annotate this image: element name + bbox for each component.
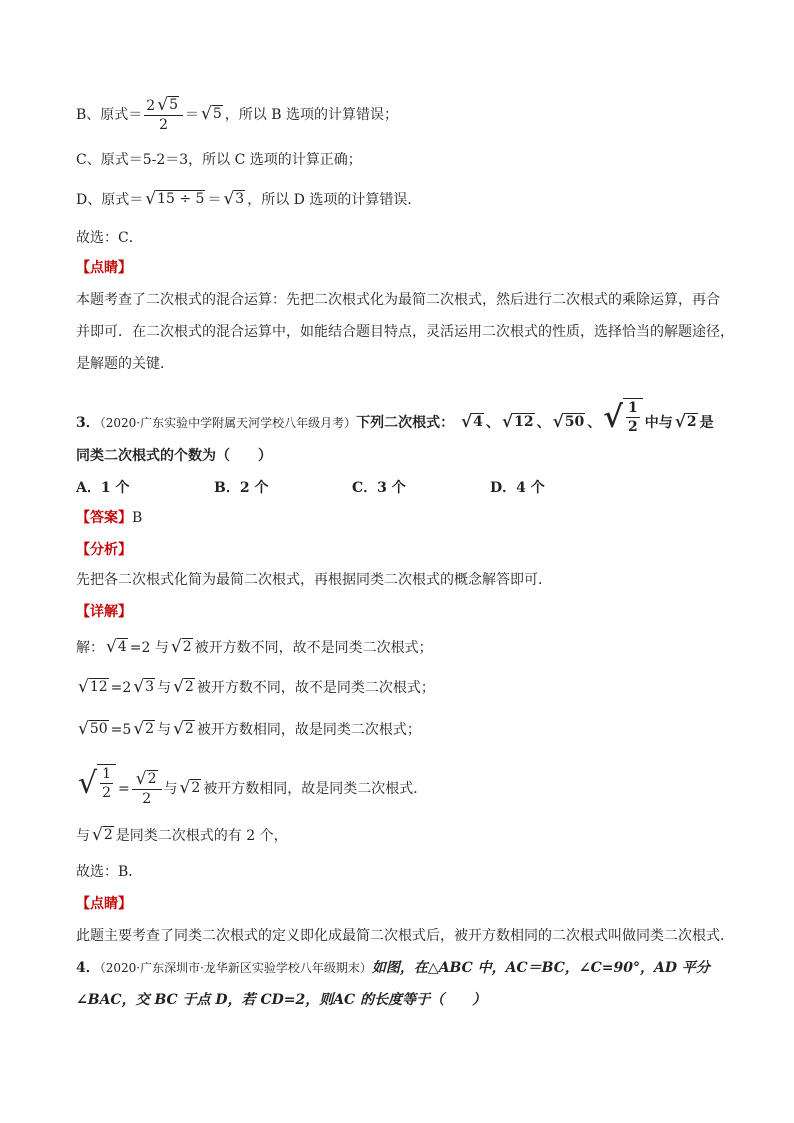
radicand: 2 bbox=[145, 721, 155, 737]
text: 被开方数相同，故是同类二次根式； bbox=[196, 722, 421, 738]
sqrt-icon: √ 2 bbox=[674, 412, 697, 432]
frac-num: 1 bbox=[627, 400, 638, 416]
question-number: 3． bbox=[76, 415, 100, 431]
equals: ＝ bbox=[184, 107, 199, 123]
sqrt-icon: √ 12 bbox=[78, 677, 108, 697]
q2-dianjing-1: 本题考查了二次根式的混合运算：先把二次根式化为最简二次根式，然后进行二次根式的乘除运算，再合 bbox=[76, 292, 720, 308]
q3-step-3 bbox=[76, 720, 421, 740]
radicand: 4 bbox=[117, 639, 127, 655]
sqrt-icon: √ 15 ÷ 5 bbox=[145, 189, 205, 209]
equals: = bbox=[118, 781, 130, 797]
q3-fenxi-label: 【分析】 bbox=[76, 542, 132, 558]
sqrt-icon: √ 2 bbox=[170, 637, 192, 657]
radicand: 5 bbox=[169, 97, 178, 113]
fraction bbox=[100, 765, 113, 802]
sqrt-icon: √ 2 bbox=[173, 677, 194, 697]
text: D、原式＝ bbox=[76, 192, 144, 208]
q3-step-2 bbox=[76, 678, 435, 698]
q3-step-1 bbox=[76, 638, 433, 658]
sqrt-icon: √ 3 bbox=[223, 189, 245, 209]
text: =2 与 bbox=[129, 640, 169, 656]
q3-option-a: A．1 个 bbox=[76, 480, 130, 496]
radicand: 2 bbox=[191, 780, 201, 796]
question-number: 4． bbox=[76, 960, 100, 976]
frac-num: 2 bbox=[146, 98, 156, 114]
sqrt-icon: √ 12 bbox=[501, 412, 534, 432]
fraction bbox=[626, 399, 640, 436]
frac-den: 2 bbox=[627, 419, 638, 435]
radicand: 3 bbox=[235, 191, 245, 207]
fraction bbox=[144, 96, 183, 134]
question-source: （2020·广东深圳市·龙华新区实验学校八年级期末） bbox=[99, 961, 372, 975]
q4-stem-line2: ∠BAC，交 BC 于点 D，若 CD=2，则AC 的长度等于（ ） bbox=[76, 992, 487, 1008]
text: 被开方数不同，故不是同类二次根式； bbox=[196, 680, 435, 696]
q4-stem bbox=[76, 958, 710, 978]
question-source: （2020·广东实验中学附属天河学校八年级月考） bbox=[99, 416, 357, 430]
frac-num: 1 bbox=[102, 766, 112, 782]
sqrt-icon: √ 2 bbox=[135, 769, 157, 789]
sqrt-icon: √ 4 bbox=[460, 412, 483, 432]
radicand: 50 bbox=[89, 721, 108, 737]
radicand: 15 ÷ 5 bbox=[157, 191, 205, 207]
q2-dianjing-2: 并即可．在二次根式的混合运算中，如能结合题目特点，灵活运用二次根式的性质，选择恰当的解题途径， bbox=[76, 324, 734, 340]
text: 与 bbox=[157, 722, 172, 738]
q3-option-c: C．3 个 bbox=[352, 480, 406, 496]
radicand: 5 bbox=[212, 106, 222, 122]
sqrt-icon: √ 2 bbox=[179, 778, 201, 798]
q2-option-d bbox=[76, 190, 421, 210]
text: B、原式＝ bbox=[76, 107, 143, 123]
q3-xiangjie-label: 【详解】 bbox=[76, 604, 132, 620]
frac-den: 2 bbox=[142, 791, 152, 807]
sqrt-icon: √ 3 bbox=[133, 677, 155, 697]
frac-den: 2 bbox=[102, 785, 112, 801]
q3-fenxi: 先把各二次根式化简为最简二次根式，再根据同类二次根式的概念解答即可． bbox=[76, 572, 552, 588]
radicand: 2 bbox=[184, 679, 194, 695]
text: ，所以 D 选项的计算错误． bbox=[247, 192, 422, 208]
q3-step-4 bbox=[76, 764, 427, 808]
q3-dianjing: 此题主要考查了同类二次根式的定义即化成最简二次根式后，被开方数相同的二次根式叫做同类二次根式． bbox=[76, 928, 734, 944]
frac-den: 2 bbox=[159, 117, 169, 133]
radicand: 2 bbox=[182, 639, 192, 655]
q3-option-d: D．4 个 bbox=[490, 480, 545, 496]
text: ，所以 B 选项的计算错误； bbox=[224, 107, 398, 123]
sqrt-icon: √ 50 bbox=[552, 412, 585, 432]
equals: ＝ bbox=[207, 192, 222, 208]
text: 被开方数相同，故是同类二次根式． bbox=[203, 781, 428, 797]
sqrt-icon: √ 2 bbox=[173, 719, 194, 739]
text: 中与 bbox=[644, 415, 673, 431]
radicand: 50 bbox=[564, 414, 585, 430]
q3-option-b: B．2 个 bbox=[214, 480, 269, 496]
radicand: 4 bbox=[473, 414, 483, 430]
radicand: 2 bbox=[184, 721, 194, 737]
sqrt-icon: √ $\frac{1}{2}$ bbox=[78, 764, 116, 802]
sqrt-icon: √ 4 bbox=[106, 637, 127, 657]
count: 2 bbox=[241, 828, 260, 844]
q3-stem-line2: 同类二次根式的个数为（ ） bbox=[76, 448, 272, 464]
q3-stem: 3．（2020·广东实验中学附属天河学校八年级月考）下列二次根式： √ 4 、 √ 12 、 √ 50 、 √ $\frac{1}{2}$ 中与 √ 2 是 bbox=[76, 400, 714, 435]
sqrt-icon: √ 50 bbox=[78, 719, 108, 739]
sqrt-icon: √ $\frac{1}{2}$ bbox=[603, 398, 642, 436]
text: 与 bbox=[163, 781, 178, 797]
text: =2 bbox=[110, 680, 132, 696]
q3-answer bbox=[76, 508, 142, 528]
q2-dianjing-3: 是解题的关键． bbox=[76, 356, 174, 372]
radicand: 12 bbox=[89, 679, 108, 695]
text: 是同类二次根式的有 bbox=[115, 828, 242, 844]
q2-option-c: C、原式＝5-2＝3，所以 C 选项的计算正确； bbox=[76, 152, 362, 168]
sqrt-icon: √ 2 bbox=[92, 825, 113, 845]
answer-label: 【答案】 bbox=[76, 510, 132, 526]
q3-step-5 bbox=[76, 826, 288, 846]
text: 个， bbox=[259, 828, 288, 844]
text: 是 bbox=[699, 415, 714, 431]
sqrt-icon: √ 5 bbox=[200, 104, 222, 124]
text: 被开方数不同，故不是同类二次根式； bbox=[194, 640, 433, 656]
radicand: 3 bbox=[145, 679, 155, 695]
text: 下列二次根式： bbox=[356, 415, 455, 431]
q2-choose: 故选：C． bbox=[76, 230, 143, 246]
text: 与 bbox=[76, 828, 90, 844]
text: 解： bbox=[76, 640, 104, 656]
q2-dianjing-label: 【点睛】 bbox=[76, 260, 132, 276]
radicand: 2 bbox=[147, 771, 157, 787]
q3-choose: 故选：B． bbox=[76, 864, 143, 880]
q3-dianjing-label: 【点睛】 bbox=[76, 896, 132, 912]
radicand: 2 bbox=[686, 414, 697, 430]
text: 与 bbox=[157, 680, 172, 696]
radicand: 12 bbox=[514, 414, 534, 430]
radicand: 2 bbox=[103, 827, 113, 843]
text: 如图，在△ABC 中，AC＝BC，∠C=90°，AD 平分 bbox=[371, 960, 710, 976]
sqrt-icon: √ 2 bbox=[133, 719, 155, 739]
sqrt-icon: √ 5 bbox=[157, 95, 178, 115]
fraction bbox=[132, 770, 162, 808]
text: =5 bbox=[110, 722, 132, 738]
q2-option-b bbox=[76, 96, 398, 134]
answer-value: B bbox=[132, 510, 143, 526]
